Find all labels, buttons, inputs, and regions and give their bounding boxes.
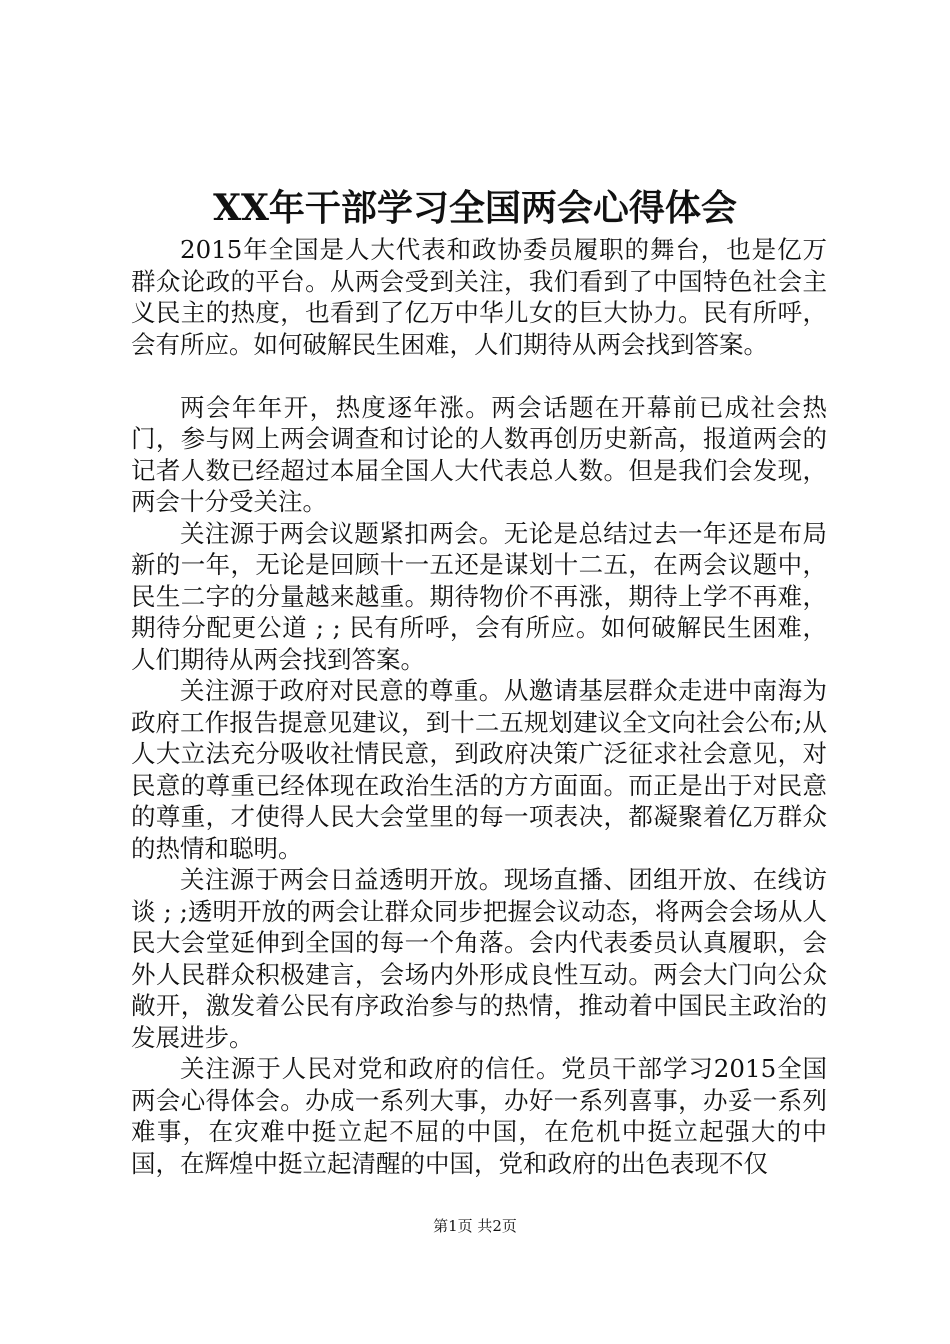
paragraph-2: 两会年年开，热度逐年涨。两会话题在开幕前已成社会热门，参与网上两会调查和讨论的人数再创历史新高，报道两会的记者人数已经超过本届全国人大代表总人数。但是我们会发现，两会十分受关注。 <box>131 392 827 516</box>
document-title: XX年干部学习全国两会心得体会 <box>213 187 737 229</box>
document-body <box>131 234 827 1179</box>
paragraph-6: 关注源于人民对党和政府的信任。党员干部学习2015全国两会心得体会。办成一系列大事，办好一系列喜事，办妥一系列难事，在灾难中挺立起不屈的中国，在危机中挺立起强大的中国，在辉煌中挺立起清醒的中国，党和政府的出色表现不仅 <box>131 1054 827 1178</box>
paragraph-1: 2015年全国是人大代表和政协委员履职的舞台，也是亿万群众论政的平台。从两会受到关注，我们看到了中国特色社会主义民主的热度，也看到了亿万中华儿女的巨大协力。民有所呼，会有所应。如何破解民生困难，人们期待从两会找到答案。 <box>131 235 827 359</box>
page-number-footer: 第1页 共2页 <box>433 1217 517 1235</box>
paragraph-gap <box>131 360 827 392</box>
paragraph-5: 关注源于两会日益透明开放。现场直播、团组开放、在线访谈 ; ;透明开放的两会让群众同步把握会议动态，将两会会场从人民大会堂延伸到全国的每一个角落。会内代表委员认真履职，会外人民群众积极建言，会场内外形成良性互动。两会大门向公众敞开，激发着公民有序政治参与的热情，推动着中国民主政治的发展进步。 <box>131 865 827 1052</box>
paragraph-3: 关注源于两会议题紧扣两会。无论是总结过去一年还是布局新的一年，无论是回顾十一五还是谋划十二五，在两会议题中，民生二字的分量越来越重。期待物价不再涨，期待上学不再难，期待分配更公道 ; ; 民有所呼，会有所应。如何破解民生困难，人们期待从两会找到答案。 <box>131 518 827 674</box>
paragraph-4: 关注源于政府对民意的尊重。从邀请基层群众走进中南海为政府工作报告提意见建议，到十二五规划建议全文向社会公布;从人大立法充分吸收社情民意，到政府决策广泛征求社会意见，对民意的尊重已经体现在政治生活的方方面面。而正是出于对民意的尊重，才使得人民大会堂里的每一项表决，都凝聚着亿万群众的热情和聪明。 <box>131 676 827 863</box>
